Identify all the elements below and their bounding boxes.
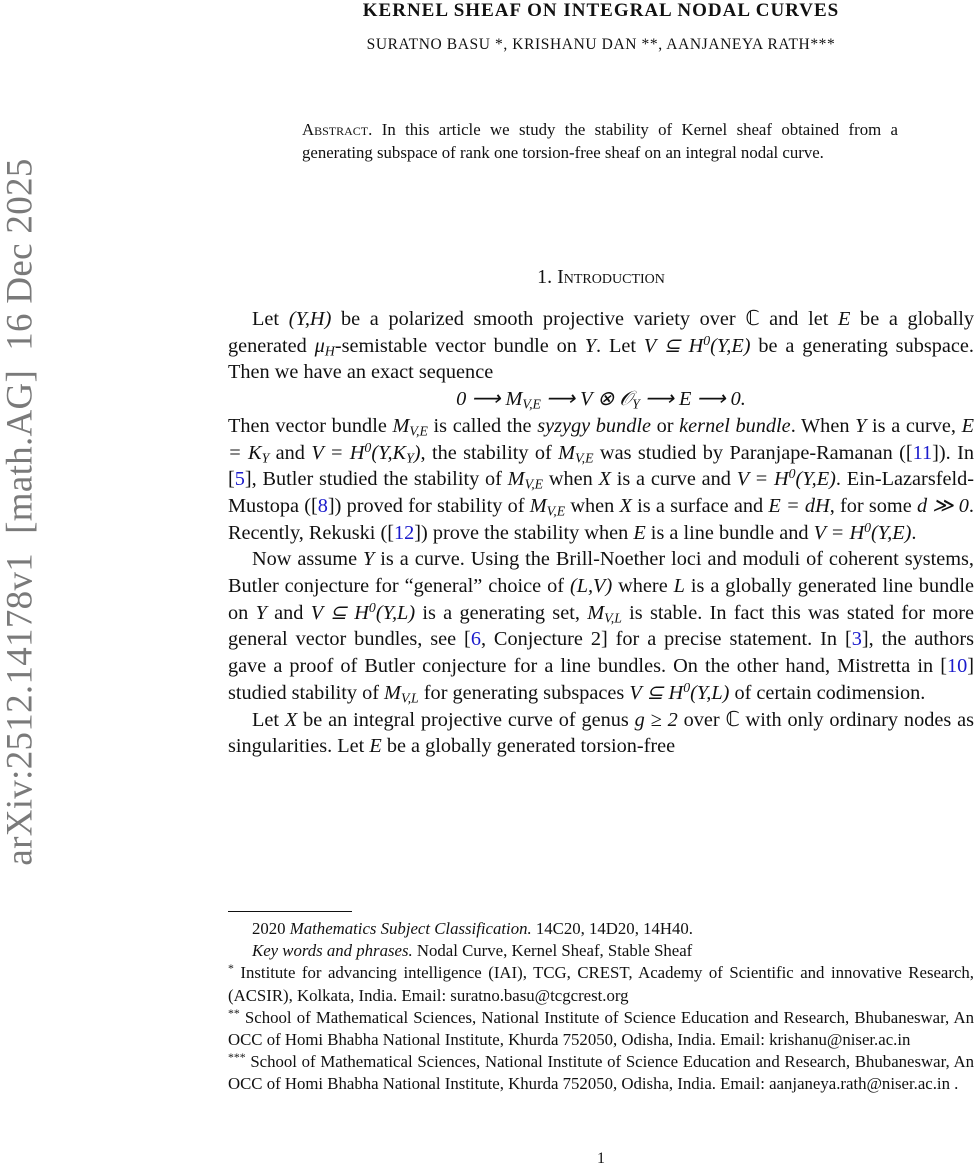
- footnote: Key words and phrases. Nodal Curve, Kernel Sheaf, Stable Sheaf: [252, 941, 693, 961]
- citation-link[interactable]: 3: [851, 628, 862, 651]
- math-expression: $E = K_Y$: [228, 414, 974, 465]
- subscript: Y: [406, 449, 414, 465]
- display-equation: [228, 386, 974, 413]
- math-expression: $M_{V,L}$: [587, 601, 622, 626]
- subscript: V,E: [546, 503, 566, 519]
- footnotes: [228, 918, 974, 1096]
- abstract: [302, 118, 898, 164]
- footnote-rule: [228, 911, 352, 912]
- abstract-label: Abstract.: [302, 120, 373, 139]
- math-expression: Y: [255, 601, 267, 624]
- citation-link[interactable]: 11: [912, 441, 933, 464]
- subscript: H: [324, 343, 335, 359]
- math-expression: $V = H^0(Y,K_Y)$: [311, 439, 421, 465]
- subscript: V,E: [409, 423, 428, 439]
- math-expression: $M_{V,E}$: [507, 468, 544, 492]
- footnote-mark: *: [228, 962, 234, 976]
- math-expression: E: [838, 308, 851, 330]
- subscript: Y: [261, 449, 270, 465]
- math-expression: V ⊆ $H^0(Y,L)$: [310, 599, 416, 624]
- subscript: V,E: [575, 449, 594, 465]
- math-expression: d ≫ 0: [916, 494, 969, 517]
- superscript: 0: [368, 599, 376, 615]
- math-expression: $M_{V,L}$: [384, 681, 419, 706]
- abstract-text: In this article we study the stability of Kernel sheaf obtained from a generating subspace of rank one torsion-free sheaf on an integral nodal curve.: [302, 120, 899, 162]
- footnote: 2020 Mathematics Subject Classification. 14C20, 14D20, 14H40.: [252, 919, 693, 938]
- math-expression: $M_{V,E}$: [392, 414, 428, 439]
- emphasis: kernel bundle: [679, 414, 791, 437]
- section-title: Introduction: [557, 266, 665, 288]
- authors: SURATNO BASU *, KRISHANU DAN **, AANJANEYA RATH***: [366, 36, 836, 53]
- math-expression: E: [369, 735, 382, 758]
- math-expression: Y: [363, 548, 375, 571]
- citation-link[interactable]: 8: [317, 494, 328, 517]
- footnote: ** School of Mathematical Sciences, National Institute of Science Education and Research, Bhubaneswar, An OCC of Homi Bhabha National Institute, Khurda 752050, Odisha, India. Email: krishanu@niser.ac.in: [228, 1006, 974, 1050]
- math-expression: $M_{V,E}$: [558, 441, 594, 465]
- subscript: V,L: [400, 690, 419, 706]
- math-expression: $V = H^0(Y,E)$: [813, 519, 912, 544]
- emphasis: Key words and phrases.: [252, 941, 413, 961]
- page-number: 1: [597, 1150, 605, 1167]
- superscript: 0: [683, 679, 691, 695]
- paragraph: Let (Y,H) be a polarized smooth projective variety over ℂ and let E be a globally generated $\mu_H$-semistable vector bundle on Y. Let V ⊆ $H^0(Y,E)$ be a generating subspace. Then we have an exact sequence: [228, 308, 974, 384]
- citation-link[interactable]: 6: [470, 628, 481, 651]
- subscript: V,E: [524, 476, 544, 492]
- math-expression: (L,V): [569, 575, 613, 598]
- math-expression: Y: [584, 334, 597, 357]
- footnote-mark: ***: [228, 1051, 246, 1065]
- math-expression: E = dH: [768, 494, 830, 517]
- section-number: 1.: [537, 266, 553, 288]
- math-expression: X: [284, 708, 298, 731]
- math-expression: $V = H^0(Y,E)$: [736, 466, 836, 491]
- footnote-mark: **: [228, 1006, 240, 1020]
- paragraph: Then vector bundle $M_{V,E}$ is called the syzygy bundle or kernel bundle. When Y is a curve, $E = K_Y$ and $V = H^0(Y,K_Y)$, the stability of $M_{V,E}$ was studied by Paranjape-Ramanan ([11]). In [5], Butler studied the stability of $M_{V,E}$ when X is a curve and $V = H^0(Y,E)$. Ein-Lazarsfeld-Mustopa ([8]) proved for stability of $M_{V,E}$ when X is a surface and E = dH, for some d ≫ 0. Recently, Rekuski ([12]) prove the stability when E is a line bundle and $V = H^0(Y,E)$.: [228, 414, 974, 544]
- emphasis: syzygy bundle: [537, 414, 651, 437]
- citation-link[interactable]: 10: [946, 655, 968, 678]
- emphasis: Mathematics Subject Classification.: [289, 919, 532, 938]
- section-heading: [228, 266, 974, 289]
- citation-link[interactable]: 12: [393, 521, 415, 544]
- footnote: * Institute for advancing intelligence (IAI), TCG, CREST, Academy of Scientific and innovative Research, (ACSIR), Kolkata, India. Email: suratno.basu@tcgcrest.org: [228, 962, 974, 1005]
- arxiv-stamp: arXiv:2512.14178v1 [math.AG] 16 Dec 2025: [0, 158, 41, 866]
- math-expression: L: [673, 575, 685, 598]
- math-expression: X: [598, 468, 611, 491]
- math-expression: V ⊆ $H^0(Y,E)$: [643, 332, 751, 357]
- superscript: 0: [364, 439, 372, 455]
- math-expression: Y: [855, 414, 867, 437]
- paper-title: KERNEL SHEAF ON INTEGRAL NODAL CURVES: [362, 0, 840, 21]
- math-expression: X: [619, 494, 632, 517]
- superscript: 0: [864, 519, 871, 535]
- citation-link[interactable]: 5: [234, 468, 245, 491]
- paragraph: Let X be an integral projective curve of genus g ≥ 2 over ℂ with only ordinary nodes as singularities. Let E be a globally generated torsion-free: [228, 708, 974, 758]
- subscript: V,E: [522, 396, 541, 412]
- superscript: 0: [703, 332, 711, 348]
- footnote: *** School of Mathematical Sciences, National Institute of Science Education and Research, Bhubaneswar, An OCC of Homi Bhabha National Institute, Khurda 752050, Odisha, India. Email: aanjaneya.rath@niser.ac.in .: [228, 1051, 974, 1094]
- subscript: Y: [632, 396, 640, 412]
- math-expression: E: [633, 521, 646, 544]
- math-expression: (Y,H): [288, 308, 332, 330]
- math-expression: $M_{V,E}$: [529, 494, 566, 519]
- math-expression: g ≥ 2: [634, 708, 678, 731]
- paragraph: Now assume Y is a curve. Using the Brill-Noether loci and moduli of coherent systems, Butler conjecture for “general” choice of (L,V) where L is a globally generated line bundle on Y and V ⊆ $H^0(Y,L)$ is a generating set, $M_{V,L}$ is stable. In fact this was stated for more general vector bundles, see [6, Conjecture 2] for a precise statement. In [3], the authors gave a proof of Butler conjecture for a line bundles. On the other hand, Mistretta in [10] studied stability of $M_{V,L}$ for generating subspaces V ⊆ $H^0(Y,L)$ of certain codimension.: [228, 548, 974, 706]
- math-expression: V ⊆ $H^0(Y,L)$: [629, 679, 730, 704]
- subscript: V,L: [604, 610, 622, 626]
- math-expression: $\mu_H$: [314, 334, 335, 359]
- math-expression: 0 ⟶ $M_{V,E}$ ⟶ V ⊗ 𝒪$_Y$ ⟶ E ⟶ 0.: [456, 388, 746, 412]
- body-text: [228, 306, 974, 760]
- superscript: 0: [788, 466, 796, 482]
